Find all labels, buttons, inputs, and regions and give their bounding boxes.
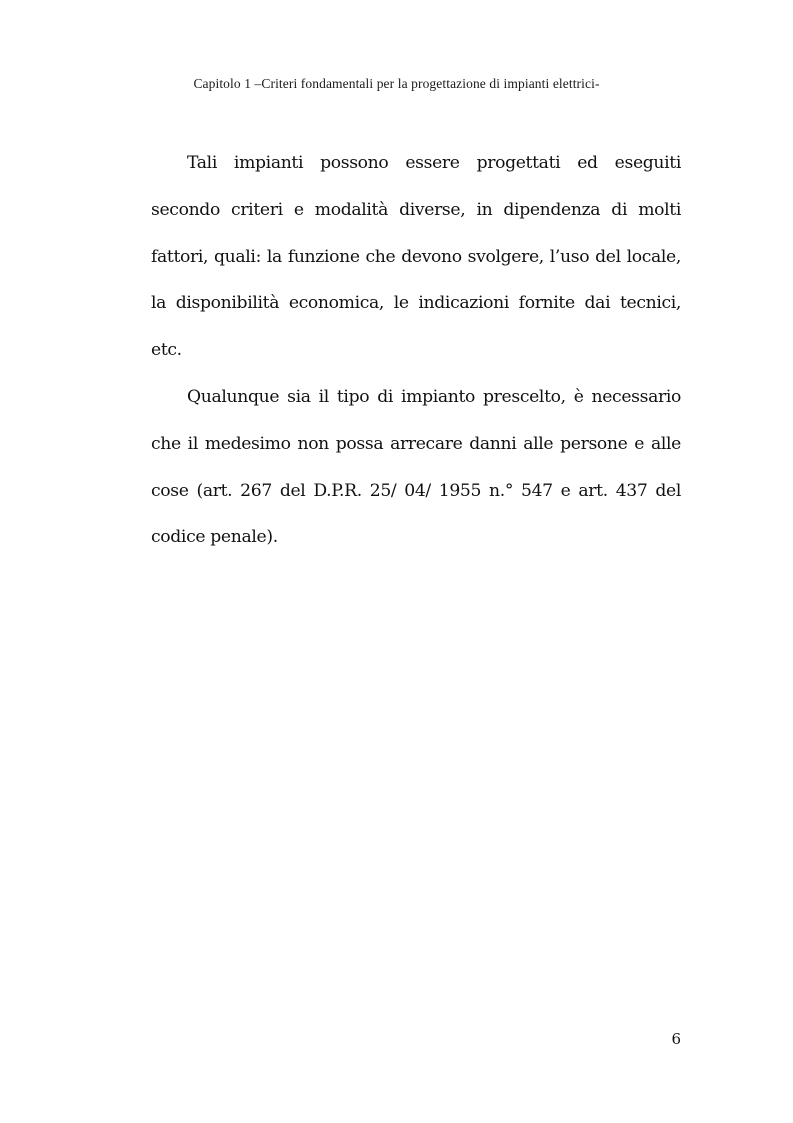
- body-text: [151, 140, 681, 561]
- paragraph-2: Qualunque sia il tipo di impianto prescelto, è necessario che il medesimo non possa arrecare danni alle persone e alle cose (art. 267 del D.P.R. 25/ 04/ 1955 n.° 547 e art. 437 del codice penale).: [151, 386, 681, 548]
- paragraph-1: Tali impianti possono essere progettati ed eseguiti secondo criteri e modalità diverse, in dipendenza di molti fattori, quali: la funzione che devono svolgere, l’uso del locale, la disponibilità economica, le indicazioni fornite dai tecnici, etc.: [151, 153, 681, 361]
- running-header: Capitolo 1 –Criteri fondamentali per la progettazione di impianti elettrici-: [193, 76, 600, 91]
- page-number: 6: [671, 1030, 681, 1048]
